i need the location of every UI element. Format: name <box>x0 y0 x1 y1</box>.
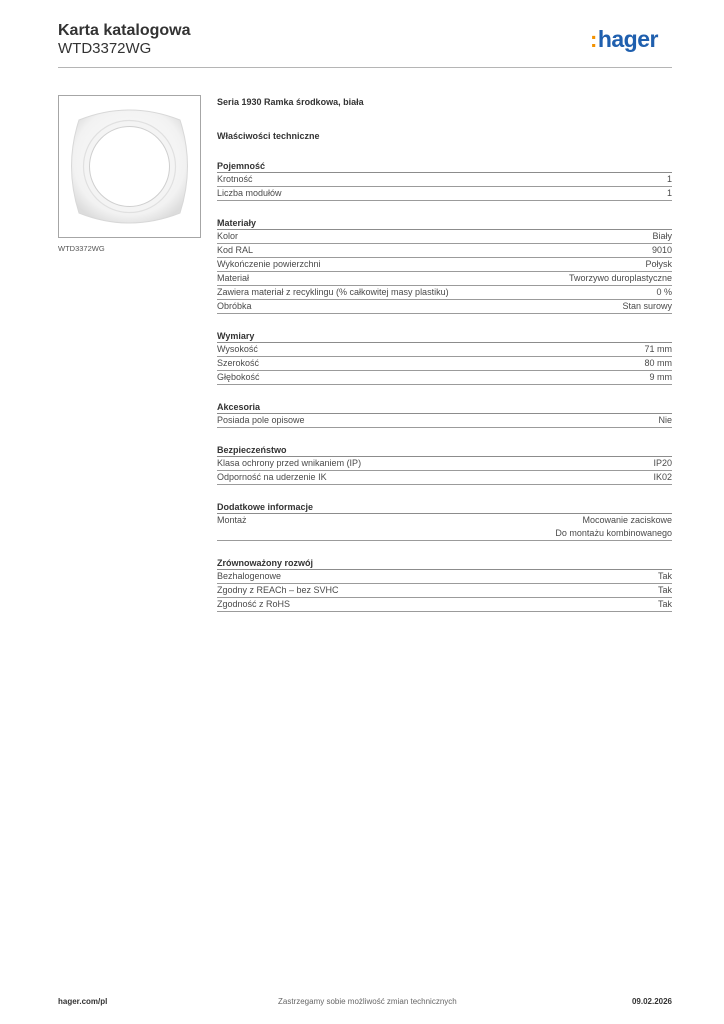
spec-row <box>217 584 672 598</box>
spec-group <box>217 501 672 541</box>
spec-row <box>217 371 672 385</box>
spec-value-line: Stan surowy <box>622 301 672 311</box>
spec-label: Głębokość <box>217 372 260 382</box>
spec-label: Montaż <box>217 515 247 525</box>
spec-value <box>658 570 672 583</box>
spec-row <box>217 173 672 187</box>
spec-value-line: 1 <box>666 174 672 184</box>
spec-row <box>217 343 672 357</box>
spec-row <box>217 471 672 485</box>
spec-value-line: Tworzywo duroplastyczne <box>568 273 672 283</box>
spec-group <box>217 557 672 612</box>
spec-group-title: Wymiary <box>217 330 672 343</box>
spec-label: Obróbka <box>217 301 252 311</box>
spec-value-line: IP20 <box>653 458 672 468</box>
spec-group <box>217 444 672 485</box>
spec-value <box>667 173 672 186</box>
spec-group <box>217 160 672 201</box>
spec-value-line: 80 mm <box>644 358 672 368</box>
product-image-frame <box>58 95 201 238</box>
spec-label: Wysokość <box>217 344 258 354</box>
logo-text: hager <box>597 26 658 52</box>
spec-label: Bezhalogenowe <box>217 571 282 581</box>
spec-value-line: Tak <box>657 585 672 595</box>
spec-value <box>652 230 672 243</box>
spec-row <box>217 300 672 314</box>
spec-value-line: 9 mm <box>649 372 672 382</box>
spec-label: Wykończenie powierzchni <box>217 259 321 269</box>
spec-groups <box>217 160 672 612</box>
spec-label: Szerokość <box>217 358 260 368</box>
spec-label: Zgodny z REACh – bez SVHC <box>217 585 339 595</box>
spec-group-title: Materiały <box>217 217 672 230</box>
spec-label: Odporność na uderzenie IK <box>217 472 327 482</box>
footer-website-link[interactable]: hager.com/pl <box>58 997 108 1006</box>
spec-label: Posiada pole opisowe <box>217 415 305 425</box>
spec-value <box>569 272 672 285</box>
spec-value-line: 1 <box>666 188 672 198</box>
spec-value-line: Mocowanie zaciskowe <box>582 515 672 525</box>
spec-row <box>217 514 672 541</box>
product-name: Seria 1930 Ramka środkowa, biała <box>217 97 364 107</box>
spec-group-title: Dodatkowe informacje <box>217 501 672 514</box>
document-title: Karta katalogowa <box>58 22 191 39</box>
spec-value <box>652 244 672 257</box>
specifications <box>217 97 672 612</box>
spec-group-title: Zrównoważony rozwój <box>217 557 672 570</box>
spec-value <box>653 471 672 484</box>
spec-value-line: 71 mm <box>644 344 672 354</box>
section-heading: Właściwości techniczne <box>217 131 320 141</box>
spec-label: Materiał <box>217 273 250 283</box>
spec-value <box>622 300 672 313</box>
spec-row <box>217 244 672 258</box>
spec-value-line: Tak <box>657 571 672 581</box>
spec-value <box>667 187 672 200</box>
spec-value-line: Biały <box>652 231 672 241</box>
spec-row <box>217 457 672 471</box>
product-reference: WTD3372WG <box>58 40 152 57</box>
spec-value-line: Nie <box>658 415 672 425</box>
spec-label: Klasa ochrony przed wnikaniem (IP) <box>217 458 362 468</box>
round-frame-image-icon <box>59 96 200 237</box>
spec-row <box>217 414 672 428</box>
spec-value <box>645 258 672 271</box>
spec-group-title: Akcesoria <box>217 401 672 414</box>
spec-value <box>644 343 672 356</box>
spec-value-line: 0 % <box>656 287 672 297</box>
spec-group <box>217 330 672 385</box>
spec-label: Liczba modułów <box>217 188 282 198</box>
spec-label: Kolor <box>217 231 239 241</box>
hager-logo[interactable] <box>590 28 658 51</box>
spec-group <box>217 401 672 428</box>
spec-label: Kod RAL <box>217 245 254 255</box>
spec-value <box>656 286 672 299</box>
spec-value <box>650 371 673 384</box>
spec-row <box>217 357 672 371</box>
product-image-caption: WTD3372WG <box>58 244 105 253</box>
spec-group-title: Bezpieczeństwo <box>217 444 672 457</box>
spec-row <box>217 272 672 286</box>
spec-row <box>217 570 672 584</box>
spec-group <box>217 217 672 314</box>
spec-value-line: IK02 <box>653 472 672 482</box>
spec-value-line: 9010 <box>651 245 672 255</box>
spec-label: Zgodność z RoHS <box>217 599 291 609</box>
spec-value <box>653 457 672 470</box>
spec-value <box>658 584 672 597</box>
spec-value-line: Połysk <box>645 259 672 269</box>
spec-value <box>658 414 672 427</box>
spec-value <box>644 357 672 370</box>
spec-row <box>217 230 672 244</box>
spec-label: Krotność <box>217 174 253 184</box>
spec-row <box>217 286 672 300</box>
spec-row <box>217 598 672 612</box>
spec-row <box>217 187 672 201</box>
spec-value <box>555 514 672 540</box>
spec-group-title: Pojemność <box>217 160 672 173</box>
logo-colon-icon: : <box>590 27 597 52</box>
footer-date: 09.02.2026 <box>631 997 672 1006</box>
spec-row <box>217 258 672 272</box>
footer-disclaimer: Zastrzegamy sobie możliwość zmian technicznych <box>278 997 457 1006</box>
header-divider <box>58 67 672 68</box>
spec-value <box>658 598 672 611</box>
spec-label: Zawiera materiał z recyklingu (% całkowitej masy plastiku) <box>217 287 449 297</box>
spec-value-line: Do montażu kombinowanego <box>555 528 672 538</box>
spec-value-line: Tak <box>657 599 672 609</box>
